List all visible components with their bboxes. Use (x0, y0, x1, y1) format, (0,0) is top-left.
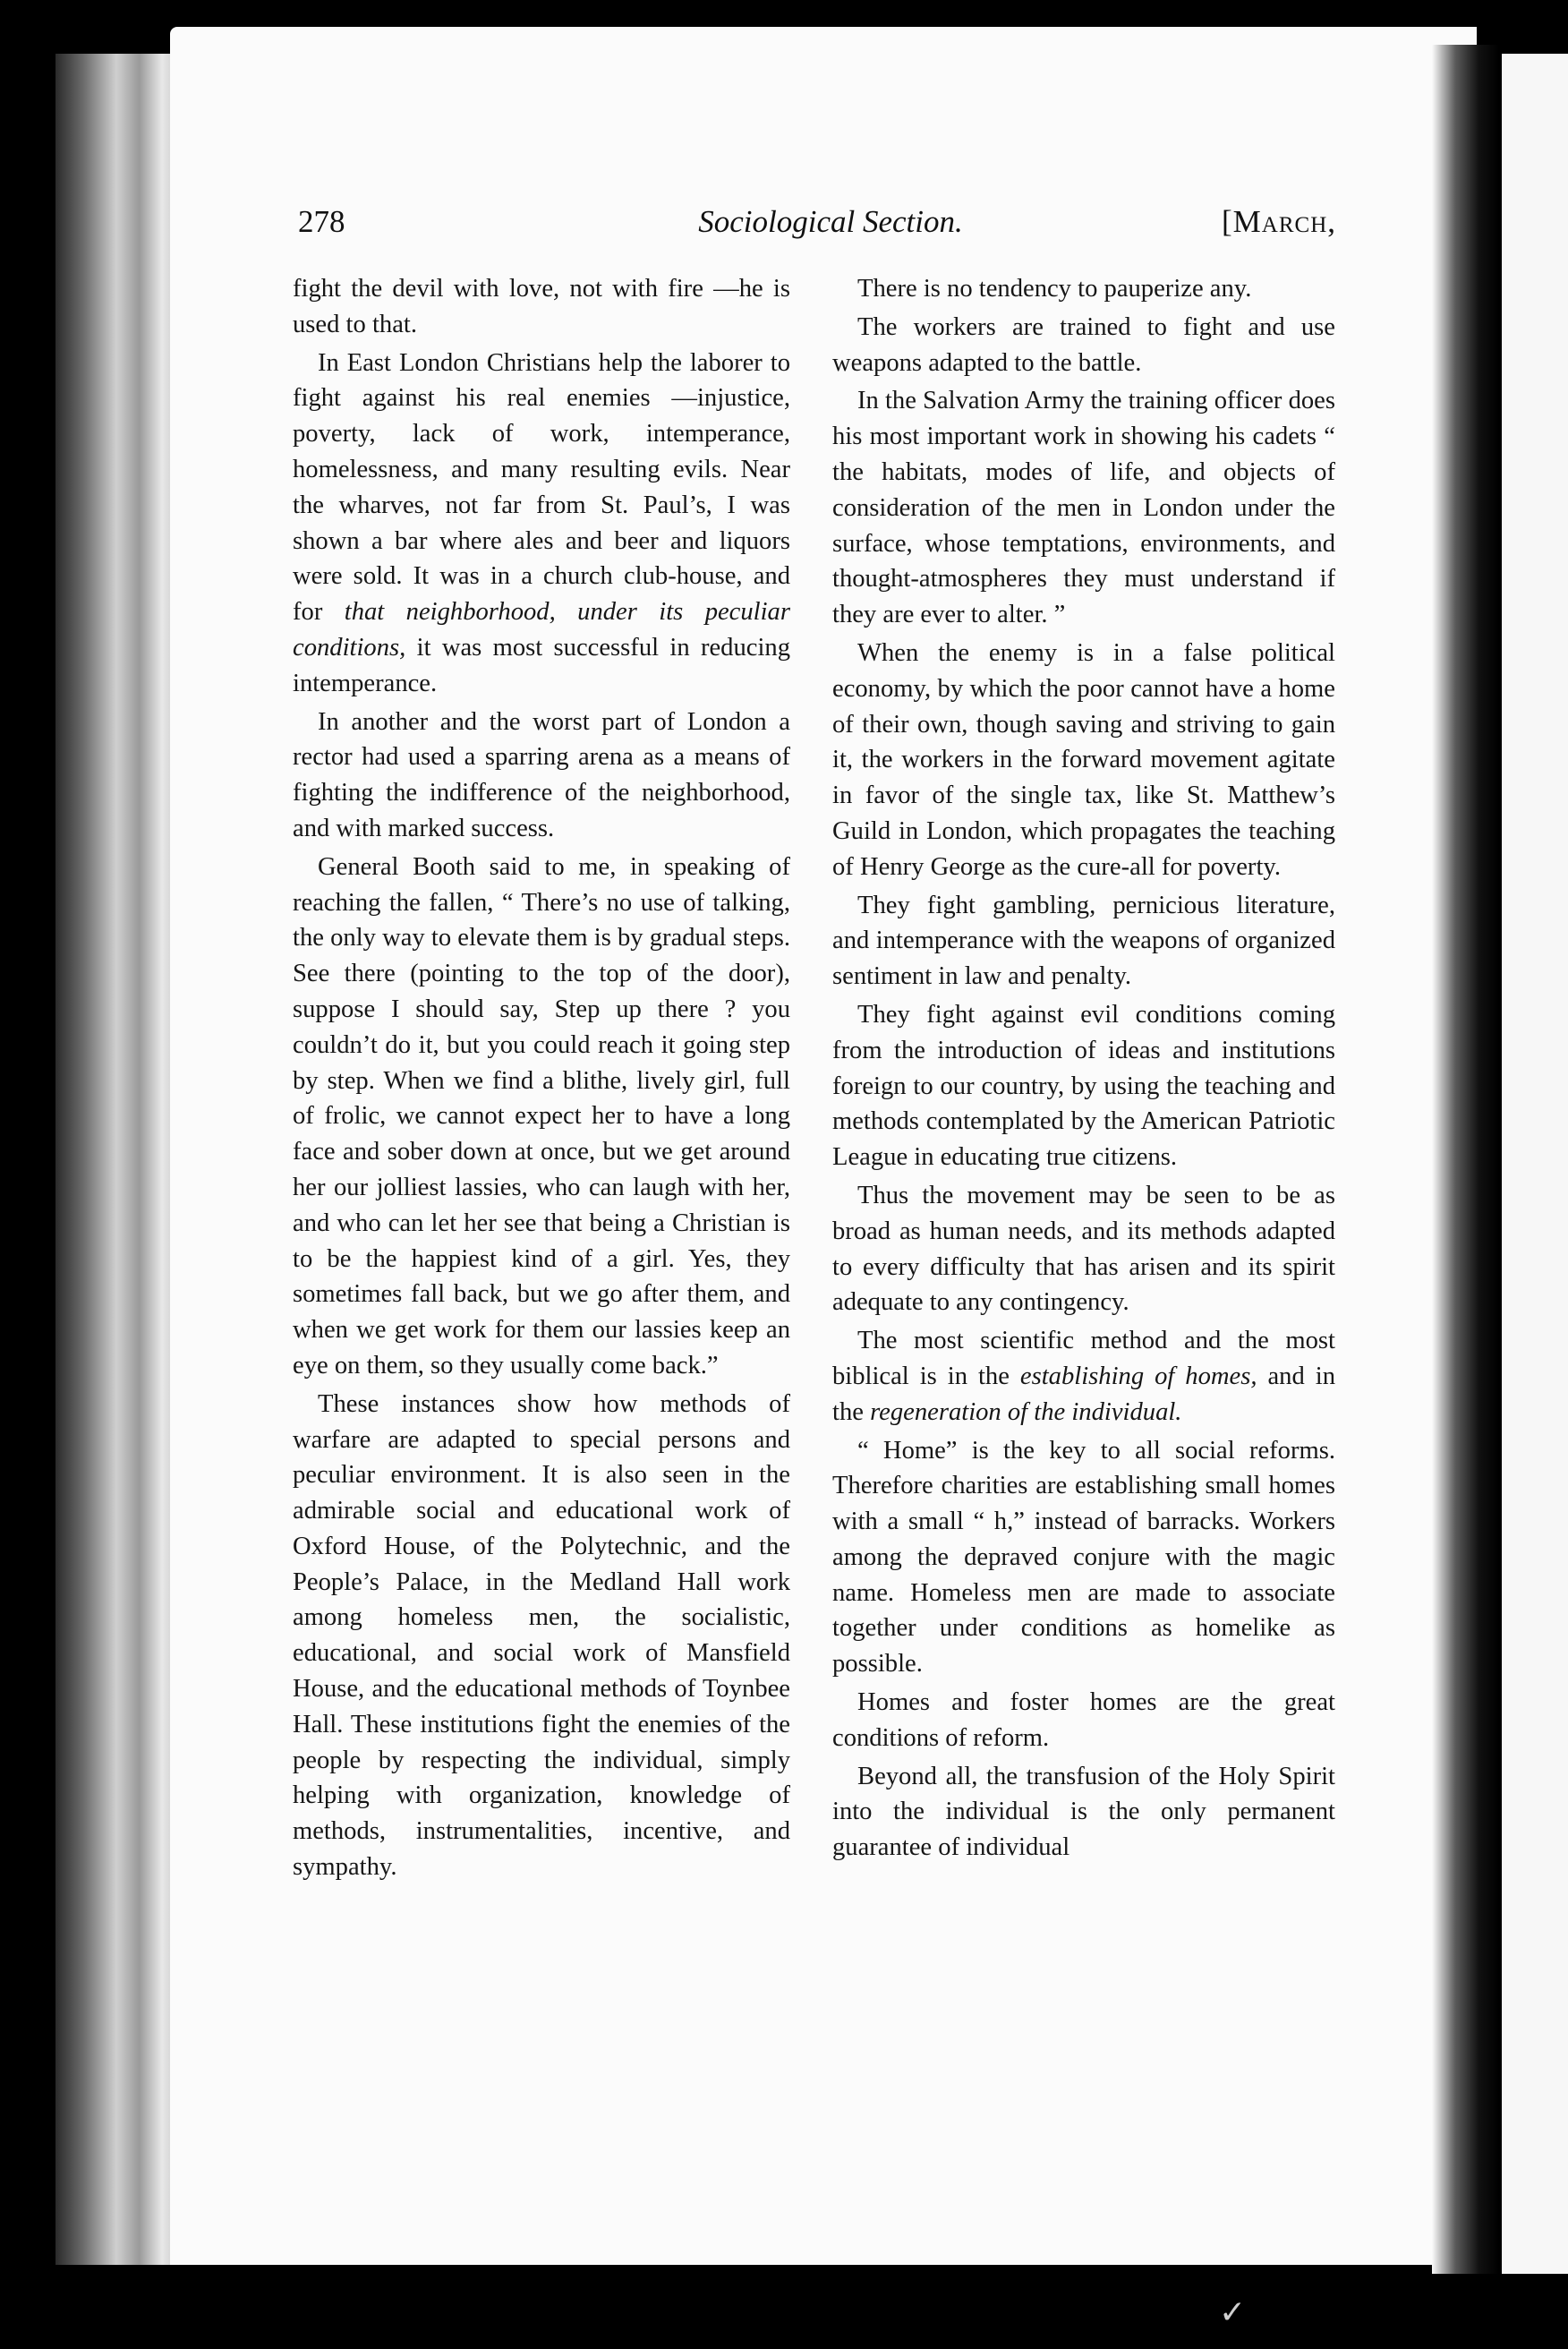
paragraph: The workers are trained to fight and use weapons adapted to the battle. (832, 312, 1335, 377)
paragraph: Beyond all, the transfusion of the Holy Spirit into the individual is the only permanent guarantee of individual (832, 1762, 1335, 1862)
scan-artifact-mark: ✓ (1219, 2294, 1247, 2330)
section-title: Sociological Section. (698, 204, 963, 239)
paragraph: “ Home” is the key to all social reforms. Therefore charities are establishing small homes with a small “ h,” instead of barracks. Workers among the depraved conjure with the magic name. Homeless men are made to associate together under conditions as homelike as possible. (832, 1436, 1335, 1678)
paragraph: The most scientific method and the most biblical is in the establishing of homes, and in the regeneration of the individual. (832, 1327, 1335, 1426)
paragraph: In another and the worst part of London a rector had used a sparring arena as a means of fighting the indifference of the neighborhood, and with marked success. (293, 707, 790, 842)
italic-phrase: establishing of homes, (1019, 1362, 1257, 1390)
paragraph: In East London Christians help the laborer to fight against his real enemies —injustice, poverty, lack of work, intemperance, homelessness, and many resulting evils. Near the wharves, not far from St. Paul’s, I was shown a bar where ales and beer and liquors were sold. It was in a church club-house, and for that neighborhood, under its peculiar conditions, it was most successful in reducing intemperance. (293, 348, 790, 697)
paragraph: fight the devil with love, not with fire —he is used to that. (293, 275, 790, 338)
running-header (298, 204, 1336, 249)
book-gutter-shadow (1432, 45, 1499, 2274)
running-head-month: [March, (1222, 204, 1336, 239)
italic-phrase: regeneration of the individual. (870, 1397, 1182, 1426)
paragraph: When the enemy is in a false political economy, by which the poor cannot have a home of their own, though saving and striving to gain it, the workers in the forward movement agitate in favor of the single tax, like St. Matthew’s Guild in London, which propagates the teaching of Henry George as the cure-all for poverty. (832, 638, 1335, 881)
paragraph: Thus the movement may be seen to be as broad as human needs, and its methods adapted to every difficulty that has arisen and its spirit adequate to any contingency. (832, 1181, 1335, 1317)
paragraph: Homes and foster homes are the great conditions of reform. (832, 1688, 1335, 1752)
paragraph: These instances show how methods of warfare are adapted to special persons and peculiar environment. It is also seen in the admirable social and educational work of Oxford House, of the Polytechnic, and the People’s Palace, in the Medland Hall work among homeless men, the socialistic, educational, and social work of Mansfield House, and the educational methods of Toynbee Hall. These institutions fight the enemies of the people by respecting the individual, simply helping with organization, knowledge of methods, instrumentalities, incentive, and sympathy. (293, 1389, 790, 1882)
facing-page-edge (1502, 54, 1568, 2274)
paragraph: They fight against evil conditions coming from the introduction of ideas and institutions foreign to our country, by using the teaching and methods contemplated by the American Patriotic League in educating true citizens. (832, 1000, 1335, 1172)
paragraph: They fight gambling, pernicious literature, and intemperance with the weapons of organized sentiment in law and penalty. (832, 891, 1335, 991)
paragraph: In the Salvation Army the training officer does his most important work in showing his cadets “ the habitats, modes of life, and objects of consideration of the men in London under the surface, whose temptations, environments, and thought-atmospheres they must understand if they are ever to alter. ” (832, 387, 1335, 629)
italic-phrase: that neighborhood, under its peculiar conditions, (293, 598, 790, 662)
paragraph: There is no tendency to pauperize any. (857, 275, 1252, 303)
paragraph: General Booth said to me, in speaking of reaching the fallen, “ There’s no use of talking, the only way to elevate them is by gradual steps. See there (pointing to the top of the door), suppose I should say, Step up there ? you couldn’t do it, but you could reach it going step by step. When we find a blithe, lively girl, full of frolic, we cannot expect her to have a long face and sober down at once, but we get around her our jolliest lassies, who can laugh with her, and who can let her see that being a Christian is to be the happiest kind of a girl. Yes, they sometimes fall back, but we go after them, and when we get work for them our lassies keep an eye on them, so they usually come back.” (293, 852, 790, 1380)
right-column (832, 271, 1335, 1866)
page-number: 278 (298, 204, 345, 239)
left-column (293, 271, 790, 1885)
